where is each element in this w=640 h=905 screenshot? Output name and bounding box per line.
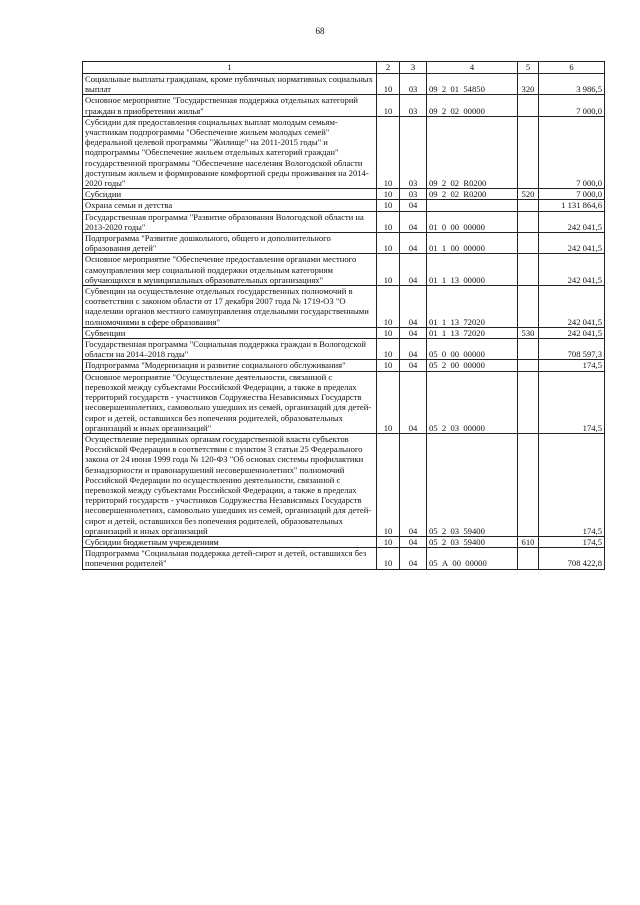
row-subsection: 04 <box>400 211 427 232</box>
row-target-article: 09 2 02 R0200 <box>427 116 518 188</box>
row-subsection: 04 <box>400 536 427 547</box>
column-header: 3 <box>400 62 427 74</box>
table-row <box>83 371 605 433</box>
row-target-article <box>427 200 518 211</box>
row-description: Субсидии для предоставления социальных выплат молодым семьям-участникам подпрограммы "Обеспечение жильем молодых семей" федеральной целевой программы "Жилище" на 2011-2015 годы" и подпрограммы "Обеспечение жильем отдельных категорий граждан" государственной программы "Обеспечение населения Вологодской области доступным жильем и формирование комфортной среды проживания на 2014-2020 годы" <box>83 116 377 188</box>
row-section: 10 <box>377 327 400 338</box>
row-section: 10 <box>377 371 400 433</box>
table-row <box>83 189 605 200</box>
row-amount: 7 000,0 <box>539 95 605 116</box>
table-header-row <box>83 62 605 74</box>
row-subsection: 04 <box>400 360 427 371</box>
row-target-article: 05 2 03 59400 <box>427 536 518 547</box>
row-target-article: 01 0 00 00000 <box>427 211 518 232</box>
column-header: 5 <box>518 62 539 74</box>
row-amount: 242 041,5 <box>539 233 605 254</box>
row-expense-type <box>518 200 539 211</box>
row-subsection: 04 <box>400 327 427 338</box>
row-expense-type <box>518 360 539 371</box>
row-section: 10 <box>377 74 400 95</box>
row-subsection: 04 <box>400 233 427 254</box>
budget-table <box>82 61 605 570</box>
row-amount: 3 986,5 <box>539 74 605 95</box>
row-section: 10 <box>377 286 400 328</box>
row-section: 10 <box>377 548 400 569</box>
row-target-article: 05 2 00 00000 <box>427 360 518 371</box>
row-section: 10 <box>377 211 400 232</box>
row-target-article: 01 1 13 72020 <box>427 327 518 338</box>
row-subsection: 04 <box>400 548 427 569</box>
row-target-article: 09 2 02 00000 <box>427 95 518 116</box>
table-row <box>83 286 605 328</box>
row-target-article: 09 2 02 R0200 <box>427 189 518 200</box>
row-subsection: 04 <box>400 371 427 433</box>
row-description: Основное мероприятие "Обеспечение предоставления органами местного самоуправления мер социальной поддержки отдельным категориям обучающихся в муниципальных образовательных организациях" <box>83 254 377 286</box>
row-section: 10 <box>377 189 400 200</box>
row-amount: 7 000,0 <box>539 116 605 188</box>
column-header: 1 <box>83 62 377 74</box>
row-description: Субсидии <box>83 189 377 200</box>
row-expense-type <box>518 116 539 188</box>
row-section: 10 <box>377 200 400 211</box>
table-row <box>83 233 605 254</box>
row-amount: 708 422,8 <box>539 548 605 569</box>
row-expense-type <box>518 548 539 569</box>
row-description: Основное мероприятие "Государственная поддержка отдельных категорий граждан в приобретении жилья" <box>83 95 377 116</box>
table-row <box>83 211 605 232</box>
row-expense-type <box>518 371 539 433</box>
row-expense-type: 320 <box>518 74 539 95</box>
row-expense-type <box>518 254 539 286</box>
row-section: 10 <box>377 116 400 188</box>
row-description: Подпрограмма "Развитие дошкольного, общего и дополнительного образования детей" <box>83 233 377 254</box>
table-row <box>83 360 605 371</box>
row-expense-type <box>518 233 539 254</box>
row-amount: 708 597,3 <box>539 339 605 360</box>
row-amount: 242 041,5 <box>539 254 605 286</box>
row-description: Государственная программа "Социальная поддержка граждан в Вологодской области на 2014–2018 годы" <box>83 339 377 360</box>
table-row <box>83 254 605 286</box>
table-row <box>83 536 605 547</box>
row-section: 10 <box>377 433 400 536</box>
row-subsection: 03 <box>400 74 427 95</box>
row-description: Социальные выплаты гражданам, кроме публичных нормативных социальных выплат <box>83 74 377 95</box>
row-target-article: 05 2 03 59400 <box>427 433 518 536</box>
row-description: Подпрограмма "Модернизация и развитие социального обслуживания" <box>83 360 377 371</box>
row-amount: 242 041,5 <box>539 286 605 328</box>
table-row <box>83 433 605 536</box>
row-subsection: 03 <box>400 189 427 200</box>
row-description: Охрана семьи и детства <box>83 200 377 211</box>
row-expense-type <box>518 211 539 232</box>
row-amount: 174,5 <box>539 433 605 536</box>
row-target-article: 01 1 13 00000 <box>427 254 518 286</box>
row-expense-type <box>518 286 539 328</box>
row-subsection: 04 <box>400 339 427 360</box>
row-expense-type <box>518 433 539 536</box>
row-amount: 7 000,0 <box>539 189 605 200</box>
row-amount: 242 041,5 <box>539 211 605 232</box>
row-target-article: 05 2 03 00000 <box>427 371 518 433</box>
table-row <box>83 327 605 338</box>
row-amount: 174,5 <box>539 536 605 547</box>
row-subsection: 03 <box>400 116 427 188</box>
row-subsection: 04 <box>400 286 427 328</box>
table-row <box>83 339 605 360</box>
table-row <box>83 548 605 569</box>
row-target-article: 01 1 00 00000 <box>427 233 518 254</box>
row-section: 10 <box>377 360 400 371</box>
row-description: Осуществление переданных органам государственной власти субъектов Российской Федерации в соответствии с пунктом 3 статьи 25 Федерального закона от 24 июня 1999 года № 120-ФЗ "Об основах системы профилактики безнадзорности и правонарушений несовершеннолетних" полномочий Российской Федерации по осуществлению деятельности, связанной с перевозкой между субъектами Российской Федерации, а также в пределах территорий государств - участников Содружества Независимых Государств несовершеннолетних, самовольно ушедших из семей, организаций для детей-сирот и детей, оставшихся без попечения родителей, образовательных организаций и иных организаций <box>83 433 377 536</box>
row-expense-type <box>518 339 539 360</box>
row-description: Основное мероприятие "Осуществление деятельности, связанной с перевозкой между субъектами Российской Федерации, а также в пределах территорий государств - участников Содружества Независимых Государств несовершеннолетних, самовольно ушедших из семей, организаций для детей-сирот и детей, оставшихся без попечения родителей, образовательных организаций и иных организаций" <box>83 371 377 433</box>
row-section: 10 <box>377 254 400 286</box>
row-description: Подпрограмма "Социальная поддержка детей-сирот и детей, оставшихся без попечения родителей" <box>83 548 377 569</box>
row-subsection: 04 <box>400 433 427 536</box>
row-expense-type: 610 <box>518 536 539 547</box>
row-target-article: 05 0 00 00000 <box>427 339 518 360</box>
row-subsection: 04 <box>400 254 427 286</box>
table-row <box>83 74 605 95</box>
row-target-article: 09 2 01 54850 <box>427 74 518 95</box>
row-description: Субсидии бюджетным учреждениям <box>83 536 377 547</box>
column-header: 6 <box>539 62 605 74</box>
table-row <box>83 200 605 211</box>
row-section: 10 <box>377 95 400 116</box>
table-row <box>83 116 605 188</box>
column-header: 4 <box>427 62 518 74</box>
row-description: Субвенции <box>83 327 377 338</box>
row-target-article: 05 А 00 00000 <box>427 548 518 569</box>
column-header: 2 <box>377 62 400 74</box>
table-row <box>83 95 605 116</box>
row-description: Субвенции на осуществление отдельных государственных полномочий в соответствии с законом области от 17 декабря 2007 года № 1719-ОЗ "О наделении органов местного самоуправления отдельными государственными полномочиями в сфере образования" <box>83 286 377 328</box>
page-number: 68 <box>315 26 325 36</box>
row-section: 10 <box>377 339 400 360</box>
row-expense-type: 530 <box>518 327 539 338</box>
row-description: Государственная программа "Развитие образования Вологодской области на 2013-2020 годы" <box>83 211 377 232</box>
row-subsection: 04 <box>400 200 427 211</box>
row-expense-type: 520 <box>518 189 539 200</box>
row-amount: 174,5 <box>539 371 605 433</box>
row-amount: 1 131 864,6 <box>539 200 605 211</box>
row-amount: 174,5 <box>539 360 605 371</box>
row-section: 10 <box>377 536 400 547</box>
row-expense-type <box>518 95 539 116</box>
row-amount: 242 041,5 <box>539 327 605 338</box>
row-subsection: 03 <box>400 95 427 116</box>
row-target-article: 01 1 13 72020 <box>427 286 518 328</box>
row-section: 10 <box>377 233 400 254</box>
